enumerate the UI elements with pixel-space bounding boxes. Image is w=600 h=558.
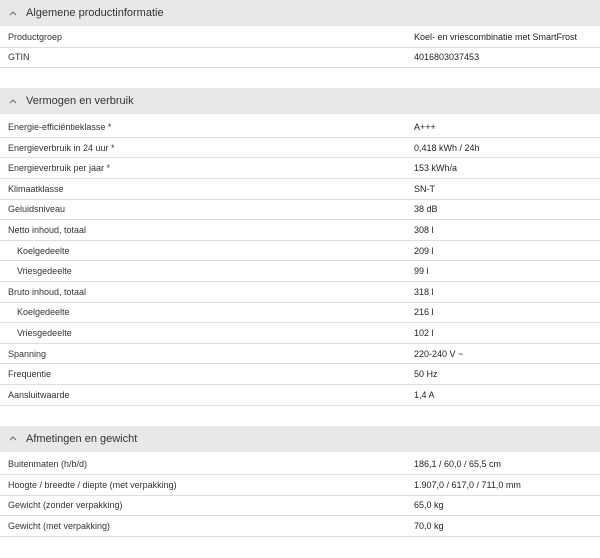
spec-value: 65,0 kg	[414, 500, 444, 511]
spec-label: Energieverbruik in 24 uur *	[8, 142, 115, 153]
spec-table	[0, 117, 600, 405]
section-general-info	[0, 0, 600, 68]
spec-value: 99 l	[414, 266, 429, 277]
spec-label: Klimaatklasse	[8, 183, 64, 194]
spec-label: Vriesgedeelte	[17, 327, 72, 338]
spec-value: 216 l	[414, 307, 434, 318]
section-dimensions-weight	[0, 426, 600, 537]
spec-value: SN-T	[414, 183, 435, 194]
spec-label: Geluidsniveau	[8, 204, 66, 215]
spec-value: 70,0 kg	[414, 521, 444, 532]
spec-label: Gewicht (zonder verpakking)	[8, 500, 123, 511]
spec-row	[0, 200, 600, 221]
spec-label: GTIN	[8, 52, 30, 63]
spec-value: 102 l	[414, 327, 434, 338]
spec-label: Frequentie	[8, 369, 52, 380]
spec-value: 220-240 V ~	[414, 348, 464, 359]
spec-value: 0,418 kWh / 24h	[414, 142, 480, 153]
chevron-up-icon[interactable]	[0, 99, 26, 104]
spec-row	[0, 179, 600, 200]
spec-value: 1,4 A	[414, 389, 435, 400]
spec-label: Netto inhoud, totaal	[8, 224, 87, 235]
spec-row	[0, 48, 600, 69]
spec-row	[0, 516, 600, 537]
spec-label: Koelgedeelte	[17, 307, 70, 318]
spec-row	[0, 261, 600, 282]
spec-table	[0, 455, 600, 537]
spec-value: 1.907,0 / 617,0 / 711,0 mm	[414, 479, 521, 490]
spec-label: Koelgedeelte	[17, 245, 70, 256]
spec-row	[0, 220, 600, 241]
spec-row	[0, 475, 600, 496]
spec-row	[0, 27, 600, 48]
spec-row	[0, 455, 600, 476]
spec-label: Aansluitwaarde	[8, 389, 70, 400]
spec-row	[0, 241, 600, 262]
spec-row	[0, 344, 600, 365]
chevron-up-icon[interactable]	[0, 11, 26, 16]
spec-label: Hoogte / breedte / diepte (met verpakking)	[8, 479, 177, 490]
section-title: Algemene productinformatie	[26, 7, 164, 19]
spec-value: 50 Hz	[414, 369, 438, 380]
section-header-dimensions-weight[interactable]	[0, 426, 600, 452]
spec-value: 308 l	[414, 224, 434, 235]
spec-value: 318 l	[414, 286, 434, 297]
spec-value: A+++	[414, 121, 436, 132]
spec-label: Bruto inhoud, totaal	[8, 286, 87, 297]
spec-label: Energie-efficiëntieklasse *	[8, 121, 112, 132]
chevron-up-icon[interactable]	[0, 436, 26, 441]
spec-label: Gewicht (met verpakking)	[8, 521, 111, 532]
spec-value: Koel- en vriescombinatie met SmartFrost	[414, 31, 578, 42]
spec-value: 186,1 / 60,0 / 65,5 cm	[414, 459, 502, 470]
spec-row	[0, 282, 600, 303]
spec-row	[0, 303, 600, 324]
spec-value: 209 l	[414, 245, 434, 256]
spec-label: Productgroep	[8, 31, 63, 42]
spec-row	[0, 364, 600, 385]
spec-row	[0, 158, 600, 179]
section-title: Afmetingen en gewicht	[26, 432, 138, 445]
section-title: Vermogen en verbruik	[26, 95, 134, 108]
spec-value: 153 kWh/a	[414, 163, 458, 174]
spec-row	[0, 385, 600, 406]
spec-value: 38 dB	[414, 204, 438, 215]
spec-table	[0, 27, 600, 68]
spec-label: Energieverbruik per jaar *	[8, 163, 111, 174]
spec-row	[0, 138, 600, 159]
spec-row	[0, 117, 600, 138]
spec-row	[0, 496, 600, 517]
section-power-consumption	[0, 88, 600, 405]
spec-label: Spanning	[8, 348, 47, 359]
spec-value: 4016803037453	[414, 52, 480, 63]
section-header-power-consumption[interactable]	[0, 88, 600, 114]
spec-row	[0, 323, 600, 344]
spec-label: Buitenmaten (h/b/d)	[8, 459, 88, 470]
section-header-general-info[interactable]	[0, 0, 600, 26]
spec-label: Vriesgedeelte	[17, 266, 72, 277]
